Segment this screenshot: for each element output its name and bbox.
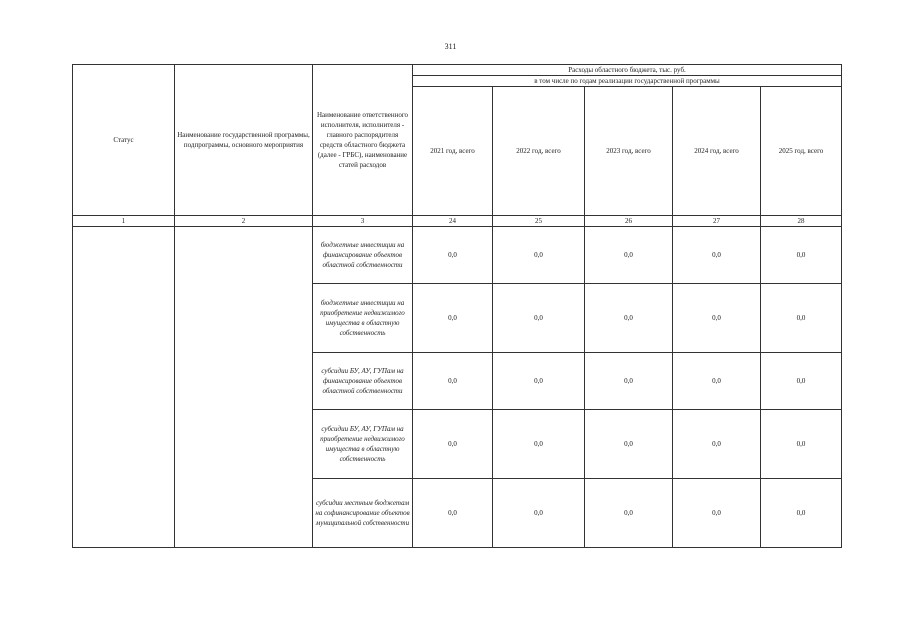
value-cell: 0,0 — [761, 353, 842, 410]
column-number: 28 — [761, 216, 842, 227]
value-cell: 0,0 — [585, 227, 673, 284]
value-cell: 0,0 — [761, 410, 842, 479]
value-cell: 0,0 — [493, 284, 585, 353]
value-cell: 0,0 — [413, 410, 493, 479]
value-cell: 0,0 — [413, 227, 493, 284]
header-year-2025: 2025 год, всего — [761, 87, 842, 216]
budget-table — [72, 64, 842, 548]
value-cell: 0,0 — [585, 284, 673, 353]
header-year-2021: 2021 год, всего — [413, 87, 493, 216]
header-year-2022: 2022 год, всего — [493, 87, 585, 216]
value-cell: 0,0 — [413, 479, 493, 548]
expense-item-label: субсидии БУ, АУ, ГУПам на финансирование объектов областной собственности — [313, 353, 413, 410]
header-year-2024: 2024 год, всего — [673, 87, 761, 216]
header-status: Статус — [73, 65, 175, 216]
column-number: 1 — [73, 216, 175, 227]
expense-item-label: бюджетные инвестиции на приобретение недвижимого имущества в областную собственность — [313, 284, 413, 353]
value-cell: 0,0 — [761, 284, 842, 353]
column-number: 25 — [493, 216, 585, 227]
column-number: 26 — [585, 216, 673, 227]
value-cell: 0,0 — [413, 284, 493, 353]
column-number: 24 — [413, 216, 493, 227]
value-cell: 0,0 — [585, 353, 673, 410]
value-cell: 0,0 — [413, 353, 493, 410]
value-cell: 0,0 — [493, 353, 585, 410]
value-cell: 0,0 — [673, 284, 761, 353]
expense-item-label: бюджетные инвестиции на финансирование объектов областной собственности — [313, 227, 413, 284]
column-number: 2 — [175, 216, 313, 227]
value-cell: 0,0 — [673, 410, 761, 479]
header-executor: Наименование ответственного исполнителя, исполнителя - главного распорядителя средств областного бюджета (далее - ГРБС), наименование статей расходов — [313, 65, 413, 216]
header-expenses-title: Расходы областного бюджета, тыс. руб. — [413, 65, 842, 76]
header-row-top — [73, 65, 842, 76]
value-cell: 0,0 — [493, 227, 585, 284]
page-number: 311 — [444, 42, 457, 51]
value-cell: 0,0 — [761, 227, 842, 284]
expense-item-label: субсидии местным бюджетам на софинансирование объектов муниципальной собственности — [313, 479, 413, 548]
value-cell: 0,0 — [761, 479, 842, 548]
column-number: 27 — [673, 216, 761, 227]
value-cell: 0,0 — [493, 410, 585, 479]
value-cell: 0,0 — [585, 410, 673, 479]
program-cell — [175, 227, 313, 548]
value-cell: 0,0 — [585, 479, 673, 548]
status-cell — [73, 227, 175, 548]
header-program: Наименование государственной программы, подпрограммы, основного мероприятия — [175, 65, 313, 216]
value-cell: 0,0 — [673, 479, 761, 548]
column-number: 3 — [313, 216, 413, 227]
value-cell: 0,0 — [493, 479, 585, 548]
column-number-row — [73, 216, 842, 227]
table-row — [73, 227, 842, 284]
expense-item-label: субсидии БУ, АУ, ГУПам на приобретение недвижимого имущества в областную собственность — [313, 410, 413, 479]
header-years-subtitle: в том числе по годам реализации государственной программы — [413, 76, 842, 87]
value-cell: 0,0 — [673, 353, 761, 410]
header-year-2023: 2023 год, всего — [585, 87, 673, 216]
value-cell: 0,0 — [673, 227, 761, 284]
